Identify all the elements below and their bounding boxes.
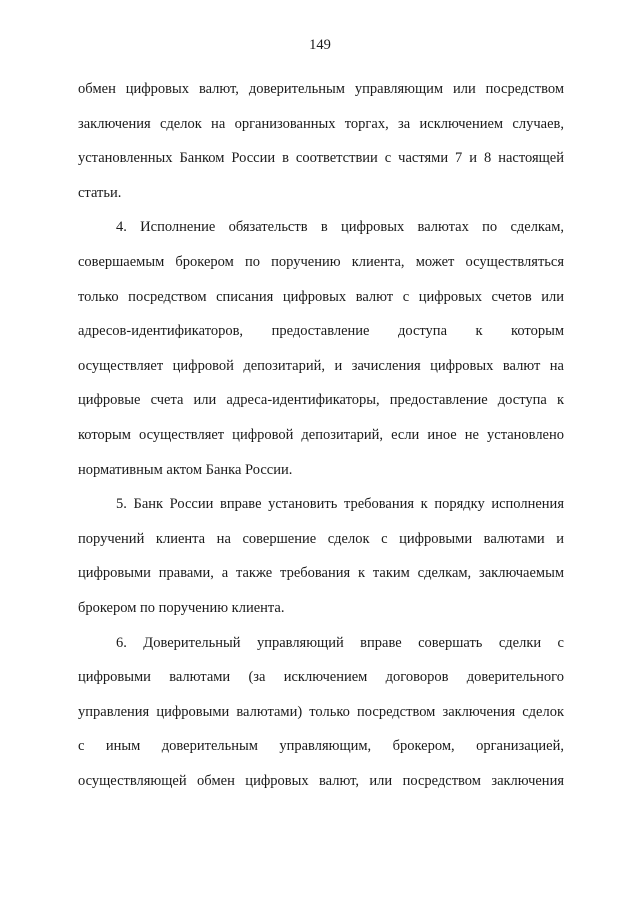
- text-line: 5. Банк России вправе установить требования к порядку исполнения: [116, 496, 564, 513]
- text-line: осуществляющей обмен цифровых валют, или посредством заключения: [78, 772, 564, 789]
- text-line: цифровыми валютами (за исключением договоров доверительного: [78, 669, 564, 686]
- text-line: цифровые счета или адреса-идентификаторы, предоставление доступа к: [78, 392, 564, 409]
- text-line: 4. Исполнение обязательств в цифровых валютах по сделкам,: [116, 219, 564, 236]
- text-line: нормативным актом Банка России.: [78, 461, 293, 478]
- document-body: [78, 72, 564, 798]
- text-line: только посредством списания цифровых валют с цифровых счетов или: [78, 288, 564, 305]
- text-line: совершаемым брокером по поручению клиента, может осуществляться: [78, 253, 564, 270]
- text-line: с иным доверительным управляющим, брокером, организацией,: [78, 738, 564, 755]
- paragraph-5: [78, 487, 564, 625]
- text-line: поручений клиента на совершение сделок с цифровыми валютами и: [78, 530, 564, 547]
- paragraph-6: [78, 626, 564, 799]
- text-line: управления цифровыми валютами) только посредством заключения сделок: [78, 703, 564, 720]
- text-line: статьи.: [78, 184, 122, 201]
- text-line: брокером по поручению клиента.: [78, 599, 285, 616]
- text-line: установленных Банком России в соответствии с частями 7 и 8 настоящей: [78, 150, 564, 167]
- text-line: 6. Доверительный управляющий вправе совершать сделки с: [116, 634, 564, 651]
- text-line: цифровыми правами, а также требования к таким сделкам, заключаемым: [78, 565, 564, 582]
- text-line: обмен цифровых валют, доверительным управляющим или посредством: [78, 81, 564, 97]
- paragraph-4: [78, 210, 564, 487]
- text-line: осуществляет цифровой депозитарий, и зачисления цифровых валют на: [78, 357, 564, 374]
- text-line: которым осуществляет цифровой депозитарий, если иное не установлено: [78, 426, 564, 443]
- text-line: адресов-идентификаторов, предоставление доступа к которым: [78, 323, 564, 340]
- page-number: 149: [309, 37, 331, 53]
- paragraph-continuation: [78, 72, 564, 210]
- text-line: заключения сделок на организованных торгах, за исключением случаев,: [78, 115, 564, 132]
